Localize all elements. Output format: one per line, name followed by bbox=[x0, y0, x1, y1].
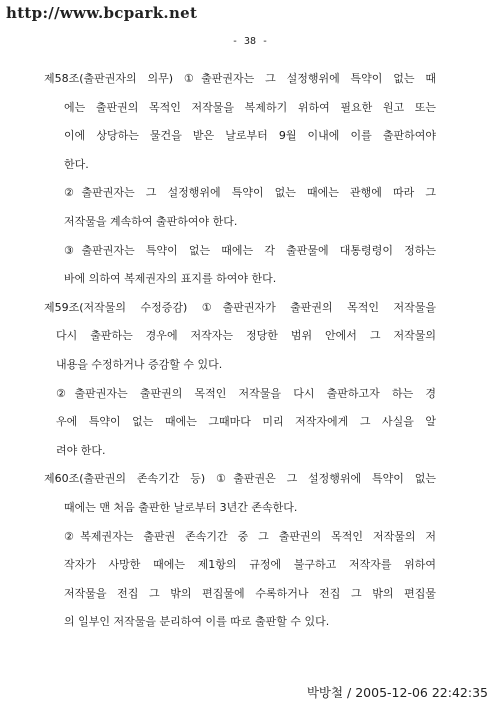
text-line: 제58조(출판권자의 의무) ①출판권자는 그 설정행위에 특약이 없는 때 bbox=[44, 72, 436, 85]
text-line: 내용을 수정하거나 증감할 수 있다. bbox=[56, 357, 223, 371]
footer-timestamp: 박방철 / 2005-12-06 22:42:35 bbox=[306, 685, 488, 700]
site-watermark: http://www.bcpark.net bbox=[6, 4, 198, 22]
text-line: 다시 출판하는 경우에 저작자는 정당한 범위 안에서 그 저작물의 bbox=[56, 329, 436, 343]
article-body bbox=[44, 65, 436, 637]
text-line: 저작물을 계속하여 출판하여야 한다. bbox=[64, 214, 238, 228]
text-line: 이에 상당하는 물건을 받은 날로부터 9월 이내에 이를 출판하여야 bbox=[64, 129, 436, 143]
text-line: 에는 출판권의 목적인 저작물을 복제하기 위하여 필요한 원고 또는 bbox=[64, 100, 436, 114]
text-line: ②복제권자는 출판권 존속기간 중 그 출판권의 목적인 저작물의 저 bbox=[64, 529, 436, 543]
text-line: 제60조(출판권의 존속기간 등) ①출판권은 그 설정행위에 특약이 없는 bbox=[44, 472, 436, 486]
text-line: ②출판권자는 그 설정행위에 특약이 없는 때에는 관행에 따라 그 bbox=[64, 186, 436, 200]
text-line: 때에는 맨 처음 출판한 날로부터 3년간 존속한다. bbox=[64, 500, 298, 514]
text-line: 의 일부인 저작물을 분리하여 이를 따로 출판할 수 있다. bbox=[64, 615, 330, 629]
text-line: 작자가 사망한 때에는 제1항의 규정에 불구하고 저작자를 위하여 bbox=[64, 558, 436, 572]
text-line: ③출판권자는 특약이 없는 때에는 각 출판물에 대통령령이 정하는 bbox=[64, 243, 436, 257]
text-line: 바에 의하여 복제권자의 표지를 하여야 한다. bbox=[64, 272, 277, 286]
text-line: 저작물을 전집 그 밖의 편집물에 수록하거나 전집 그 밖의 편집물 bbox=[64, 586, 436, 600]
page-number: - 38 - bbox=[231, 36, 269, 47]
text-line: 려야 한다. bbox=[56, 443, 106, 457]
text-line: 제59조(저작물의 수정증감) ①출판권자가 출판권의 목적인 저작물을 bbox=[44, 300, 436, 314]
text-line: 한다. bbox=[64, 157, 89, 171]
text-line: 우에 특약이 없는 때에는 그때마다 미리 저작자에게 그 사실을 알 bbox=[56, 415, 436, 429]
text-line: ②출판권자는 출판권의 목적인 저작물을 다시 출판하고자 하는 경 bbox=[56, 386, 436, 400]
